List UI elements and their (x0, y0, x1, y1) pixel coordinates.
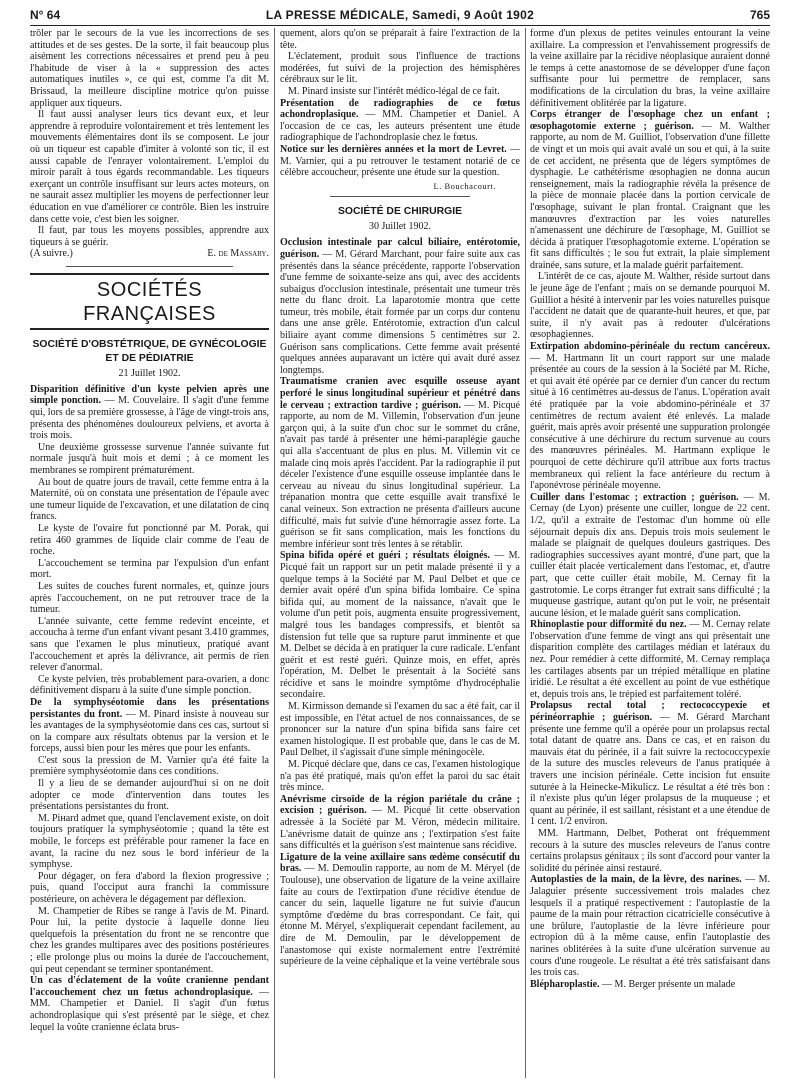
section-banner: SOCIÉTÉS FRANÇAISES (30, 273, 269, 330)
paragraph: Corps étranger de l'œsophage chez un enfant ; œsophagotomie externe ; guérison. — M. Walther rapporte, au nom de M. Guilliot, l'observation d'une fillette de vingt et un mois qui avait avalé un sou et qui, à la suite de cet accident, ne présenta que de légers symptômes de dysphagie. Le cathétérisme œsophagien ne donna aucun renseignement, mais la radiographie révéla la présence de la pièce de monnaie placée dans la portion cervicale de l'œsophage, suivant le plan frontal. Craignant que les manœuvres d'extraction par les voies naturelles n'amenassent une déchirure de l'œsophage, M. Guilliot se décida à pratiquer l'œsophagotomie externe. L'opération se fit sans difficultés ; le sou fut extrait, la plaie simplement drainée, sans suture, et la malade guérit parfaitement. (530, 109, 770, 271)
article-title: Un cas d'éclatement de la voûte cranienne pendant l'accouchement chez un fœtus achondroplasique. (30, 975, 269, 998)
paragraph: Un cas d'éclatement de la voûte cranienne pendant l'accouchement chez un fœtus achondroplasique. — MM. Champetier et Daniel. Il s'agit d'un fœtus achondroplasique qui s'est présenté par le siège, et chez lequel la voûte cranienne éclata brus- (30, 975, 269, 1033)
paragraph: Occlusion intestinale par calcul biliaire, entérotomie, guérison. — M. Gérard Marchant, pour faire suite aux cas présentés dans la séance précédente, rapporte l'observation d'une femme de soixante-seize ans qui, avec des accidents subaigus d'occlusion intestinale, présentait une tumeur très nette du flanc droit. La laparotomie montra que cette tumeur, très mobile, était formée par un corps dur contenu dans une anse grêle. Entérotomie, extraction d'un calcul biliaire ayant comme dimensions 5 centimètres sur 2. Guérison sans complications. Cette femme avait présenté quelques années auparavant un ictère qui avait duré assez longtemps. (280, 237, 520, 376)
article-title: Corps étranger de l'œsophage chez un enfant ; œsophagotomie externe ; guérison. (530, 109, 770, 132)
paragraph: forme d'un plexus de petites veinules entourant la veine axillaire. La compression et l'envahissement progressifs de la veine axillaire par la récidive néoplasique auraient donné le temps à cette anastomose de se développer d'une façon suffisante pour lui permettre de remplacer, sans modifications de la circulation du bras, la veine axillaire définitivement oblitérée par la ligature. (530, 28, 770, 109)
header-rule (30, 25, 770, 26)
society-heading: SOCIÉTÉ D'OBSTÉTRIQUE, DE GYNÉCOLOGIE ET DE PÉDIATRIE (32, 338, 267, 364)
paragraph: Extirpation abdomino-périnéale du rectum cancéreux. — M. Hartmann lit un court rapport sur une malade présentée au cours de la session à la Société par M. Riche, et qui avait été opérée par ce dernier d'un cancer du rectum situé à 16 centimètres au-dessus de l'anus. L'opération avait été pratiquée par la voie abdomino-périnéale et 37 centimètres de rectum avaient été enlevés. La malade guérit, mais après avoir présenté une suppuration prolongée consécutive à une déchirure du rectum survenue au cours des manœuvres périnéales. M. Hartmann explique le pourquoi de cette déchirure qu'il attribue aux forts tractus membraneux qui relient la face antérieure du rectum à l'aponévrose périnéale moyenne. (530, 341, 770, 492)
paragraph: L'accouchement se termina par l'expulsion d'un enfant mort. (30, 557, 269, 581)
paragraph: De la symphyséotomie dans les présentations persistantes du front. — M. Pinard insiste à nouveau sur les avantages de la symphyséotomie dans ces cas, surtout si on la compare aux résultats obtenus par la version et le forceps, aussi bien pour les mères que pour les enfants. (30, 696, 269, 755)
paragraph: L'éclatement, produit sous l'influence de tractions modérées, fut suivi de la projection des hémisphères cérébraux sur le lit. (280, 51, 520, 86)
article-title: Prolapsus rectal total ; rectococcypexie et périnéorraphie ; guérison. (530, 700, 770, 724)
paragraph: C'est sous la pression de M. Varnier qu'a été faite la première symphyséotomie dans ces conditions. (30, 754, 269, 778)
session-date: 30 Juillet 1902. (369, 221, 431, 233)
paragraph: Autoplasties de la main, de la lèvre, des narines. — M. Jalaguier présente successivement trois malades chez lesquels il a pratiqué respectivement : l'autoplastie de la paume de la main pour rétraction cicatricielle consécutive à une brûlure, l'autoplastie de la lèvre inférieure pour ectropion dû à la même cause, enfin l'autoplastie des narines oblitérées à la suite d'une ulcération survenue au cours d'une rougeole. Le résultat a été très satisfaisant dans les trois cas. (530, 874, 770, 979)
paragraph: Cuiller dans l'estomac ; extraction ; guérison. — M. Cernay (de Lyon) présente une cuiller, longue de 22 cent. 1/2, qu'il a extraite de l'estomac d'un homme où elle séjournait depuis dix ans. Depuis trois mois seulement le malade se plaignait de quelques douleurs gastriques. Des radiographies successives ayant montré, d'une part, que la cuiller était placée verticalement dans l'estomac, et, d'autre part, que cette cuiller était mobile, M. Cernay fit la gastrotomie. Le corps étranger fut extrait sans difficulté ; la muqueuse gastrique, autant qu'on put le voir, ne présentait aucune lésion, et le malade guérit sans complication. (530, 491, 770, 619)
paragraph: Anévrisme cirsoïde de la région pariétale du crâne ; excision ; guérison. — M. Picqué lit cette observation adressée à la Société par M. Véron, médecin militaire. L'anévrisme datait de quinze ans ; l'extirpation s'est faite sans difficultés et la guérison s'est maintenue sans récidive. (280, 793, 520, 852)
paragraph: M. Picqué déclare que, dans ce cas, l'examen histologique n'a pas été pratiqué, mais qu'on effet la paroi du sac était très mince. (280, 759, 520, 794)
article-title: Extirpation abdomino-périnéale du rectum cancéreux. (530, 341, 770, 353)
article-title: Notice sur les dernières années et la mort de Levret. (280, 143, 507, 155)
paragraph: Il faut, par tous les moyens possibles, apprendre aux tiqueurs à se guérir. (30, 225, 269, 248)
article-title: Autoplasties de la main, de la lèvre, des narines. (530, 874, 742, 886)
article-title: Disparition définitive d'un kyste pelvien après une simple ponction. (30, 383, 269, 407)
paragraph: trôler par le secours de la vue les incorrections de ses attitudes et de ses gestes. De la sorte, il fait beaucoup plus aisément les corrections nécessaires et prend peu à peu l'habitude de viser à la « suppression des actes automatiques inutiles », ce qui est, comme l'a dit M. Brissaud, la meilleure discipline motrice qu'on puisse appliquer aux tiqueurs. (30, 28, 269, 109)
paragraph: M. Piнard admet que, quand l'enclavement existe, on doit toujours pratiquer la symphyséotomie ; quand la tête est mobile, le forceps est préférable pour ramener la face en avant, la racine du nez sous le bord inférieur de la symphyse. (30, 812, 269, 871)
column-2 (280, 28, 520, 1080)
column-divider (525, 28, 526, 1078)
article-title: Occlusion intestinale par calcul biliaire, entérotomie, guérison. (280, 237, 520, 260)
session-date: 21 Juillet 1902. (118, 367, 181, 379)
issue-number: N° 64 (30, 8, 61, 22)
to-be-continued: (A suivre.) (30, 248, 73, 260)
column-1 (30, 28, 269, 1080)
paragraph: Disparition définitive d'un kyste pelvien après une simple ponction. — M. Couvelaire. Il s'agit d'une femme qui, lors de sa première grossesse, à l'âge de vingt-trois ans, présenta des phénomènes douloureux pelviens, et avorta à trois mois. (30, 383, 269, 442)
paragraph: Une deuxième grossesse survenue l'année suivante fut normale jusqu'à huit mois et demi ; à ce moment les membranes se rompirent prématurément. (30, 441, 269, 477)
article-title: Anévrisme cirsoïde de la région pariétale du crâne ; excision ; guérison. (280, 793, 520, 817)
column-divider (274, 28, 275, 1078)
article-title: Traumatisme cranien avec esquille osseuse ayant perforé le sinus longitudinal supérieur et pénétré dans le cerveau ; extraction tardive ; guérison. (280, 376, 520, 411)
society-heading: SOCIÉTÉ DE CHIRURGIE (337, 206, 463, 218)
paragraph: Au bout de quatre jours de travail, cette femme entra à la Maternité, où on constata une présentation de l'épaule avec une tumeur liquide de l'excavation, et une dilatation de cinq francs. (30, 476, 269, 523)
paragraph: M. Kirmisson demande si l'examen du sac a été fait, car il est impossible, en l'état actuel de nos connaissances, de se prononcer sur la nature d'un spina bifida sans faire cet examen histologique. Il est probable que, dans le cas de M. Paul Delbet, il s'agissait d'une simple méningocèle. (280, 701, 520, 759)
paragraph: Ce kyste pelvien, très probablement para-ovarien, a donc définitivement disparu à la suite d'une simple ponction. (30, 673, 269, 697)
column-3 (530, 28, 770, 1080)
paragraph: Les suites de couches furent normales, et, quinze jours après l'accouchement, on ne put retrouver trace de la tumeur. (30, 580, 269, 616)
paragraph: Notice sur les dernières années et la mort de Levret. — M. Varnier, qui a pu retrouver le testament notarié de ce célèbre accoucheur, présente une étude sur la question. (280, 143, 520, 179)
author-signature: E. de Massary. (207, 248, 269, 260)
signature-line (30, 248, 269, 260)
paragraph: Il faut aussi analyser leurs tics devant eux, et leur apprendre à reproduire volontairement et très lentement les mouvements élémentaires dont ils se composent. Le jour où un tiqueur est capable d'imiter à volonté son tic, il est aussi capable de l'enrayer volontairement. L'emploi du miroir paraît à tous égards recommandable. Les tiqueurs exerçant un contrôle insuffisant sur leurs actes moteurs, on ne saurait assez multiplier les moyens de perfectionner leur éducation en vue d'améliorer ce contrôle. Bien les instruire dans cette voie, c'est bien les soigner. (30, 109, 269, 225)
paragraph: Spina bifida opéré et guéri ; résultats éloignés. — M. Picqué fait un rapport sur un petit malade présenté il y a quelque temps à la Société par M. Paul Delbet et que ce dernier avait opéré d'un spina bifida lombaire. Ce spina bifida qui, au moment de la naissance, n'avait que le volume d'un petit pois, augmenta ensuite progressivement, malgré tous les bandages compressifs, et bientôt sa distension fut telle que sa rupture parut imminente et que M. Delbet se décida à en pratiquer la cure radicale. L'enfant guérit et est resté guéri. Quinze mois, en effet, après l'opération, M. Delbet le présentait à la Société sans récidive et sans le moindre symptôme d'hydrocéphalie secondaire. (280, 550, 520, 701)
paragraph: L'intérêt de ce cas, ajoute M. Walther, réside surtout dans le jeune âge de l'enfant ; mais on se demande pourquoi M. Guilliot a hésité à intervenir par les voies naturelles puisque l'accident ne datait que de quarante-huit heures, et que, par suite, il n'y avait pas à redouter d'ulcérations œsophagiennes. (530, 271, 770, 341)
paragraph: Ligature de la veine axillaire sans œdème consécutif du bras. — M. Demoulin rapporte, au nom de M. Méryel (de Toulouse), une observation de ligature de la veine axillaire faite au cours de l'extirpation d'une récidive étendue de cancer du sein, laquelle ligature ne fut suivie d'aucun symptôme d'œdème du bras correspondant. Ce fait, qui étonne M. Méryel, s'expliquerait cependant facilement, au dire de M. Demoulin, par le développement de l'anastomose qui existe normalement entre l'extrémité supérieure de la veine céphalique et la veine vertébrale sous (280, 851, 520, 968)
paragraph: Traumatisme cranien avec esquille osseuse ayant perforé le sinus longitudinal supérieur et pénétré dans le cerveau ; extraction tardive ; guérison. — M. Picqué rapporte, au nom de M. Villemin, l'observation d'un jeune garçon qui, à la suite d'un choc sur le sommet du crâne, n'avait pas tardé à présenter une hémi-paraplégie gauche qui alla s'accentuant de plus en plus. M. Villemin vit ce malade cinq mois après l'accident. Par la radiographie il put déceler l'existence d'une esquille osseuse implantée dans le cerveau au niveau du sinus longitudinal supérieur. La trépanation montra que cette esquille avait transfixé le canal veineux. Son extraction ne présenta d'ailleurs aucune difficulté, mais fut suivie d'une hémorragie assez forte. La guérison se fit sans complication, mais les fonctions du membre inférieur sont très lentes à se rétablir. (280, 376, 520, 550)
section-rule (66, 266, 233, 267)
section-rule (330, 196, 470, 197)
paragraph: M. Champetier de Ribes se range à l'avis de M. Pinard. Pour lui, la petite dystocie à laquelle donne lieu quelquefois la présentation du front ne se rencontre que chez les grandes multipares avec des positions postérieures ; elle prolonge plus ou moins la durée de l'accouchement, qui peut cependant se terminer spontanément. (30, 905, 269, 975)
article-title: Spina bifida opéré et guéri ; résultats éloignés. (280, 550, 490, 562)
masthead-title: LA PRESSE MÉDICALE, Samedi, 9 Août 1902 (265, 8, 535, 22)
paragraph: L'année suivante, cette femme redevint enceinte, et accoucha à terme d'un enfant vivant pesant 3.410 grammes, sans que l'examen le plus minutieux, pratiqué avant l'accouchement et après la délivrance, ait permis de rien relever d'anormal. (30, 615, 269, 674)
paragraph: Il y a lieu de se demander aujourd'hui si on ne doit adopter ce mode d'intervention dans toutes les présentations persistantes du front. (30, 778, 269, 813)
paragraph: Pour dégager, on fera d'abord la flexion progressive ; puis, quand l'occiput aura franchi la commissure postérieure, on achèvera le dégagement par déflexion. (30, 870, 269, 905)
article-title: Ligature de la veine axillaire sans œdème consécutif du bras. (280, 851, 520, 875)
paragraph: Prolapsus rectal total ; rectococcypexie et périnéorraphie ; guérison. — M. Gérard Marchant présente une femme qu'il a opérée pour un prolapsus rectal total datant de quatre ans. Dans ce cas, et en raison du mauvais état du périnée, il a fait suivre la rectococcypexie de la suture des muscles releveurs de l'anus pratiquée à travers une incision périnéale. Cette incision fut ensuite suturée à la Heinecke-Mikulicz. Le résultat a été très bon : il n'existe plus qu'un léger prolapsus de la muqueuse ; et quant au périnée, il est saillant, résistant et a une étendue de 1 cent. 1/2 environ. (530, 700, 770, 828)
paragraph: Blépharoplastie. — M. Berger présente un malade (530, 978, 736, 990)
paragraph: M. Pinard insiste sur l'intérêt médico-légal de ce fait. (288, 85, 500, 97)
paragraph: quement, alors qu'on se préparait à faire l'extraction de la tête. (280, 28, 520, 51)
paragraph: MM. Hartmann, Delbet, Potherat ont fréquemment recours à la suture des muscles releveurs de l'anus contre certains prolapsus génitaux ; ils sont d'accord pour vanter la solidité du périnée ainsi restauré. (530, 827, 770, 874)
article-title: De la symphyséotomie dans les présentations persistantes du front. (30, 696, 269, 720)
paragraph: Le kyste de l'ovaire fut ponctionné par M. Porak, qui retira 460 grammes de liquide clair comme de l'eau de roche. (30, 523, 269, 558)
article-title: Rhinoplastie pour difformité du nez. (530, 619, 687, 631)
article-title: Présentation de radiographies de ce fœtus achondroplasique. (280, 97, 520, 121)
author-signature: L. Bouchacourt. (433, 180, 496, 191)
paragraph: Rhinoplastie pour difformité du nez. — M. Cernay relate l'observation d'une femme de vingt ans qui présentait une disparition complète des cartilages médian et latéraux du nez. Pour remédier à cette difformité, M. Cernay remplaça les cartilages absents par un trépied métallique en platine iridié. Le résultat a été excellent au point de vue esthétique et, depuis trois ans, le trépied est parfaitement toléré. (530, 619, 770, 700)
paragraph: Présentation de radiographies de ce fœtus achondroplasique. — MM. Champetier et Daniel. A l'occasion de ce cas, les auteurs présentent une étude radiographique de l'achondroplasie chez le fœtus. (280, 97, 520, 144)
page-header (30, 6, 770, 24)
article-title: Cuiller dans l'estomac ; extraction ; guérison. (530, 491, 739, 503)
article-title: Blépharoplastie. (530, 978, 600, 990)
page-number: 765 (749, 8, 770, 22)
